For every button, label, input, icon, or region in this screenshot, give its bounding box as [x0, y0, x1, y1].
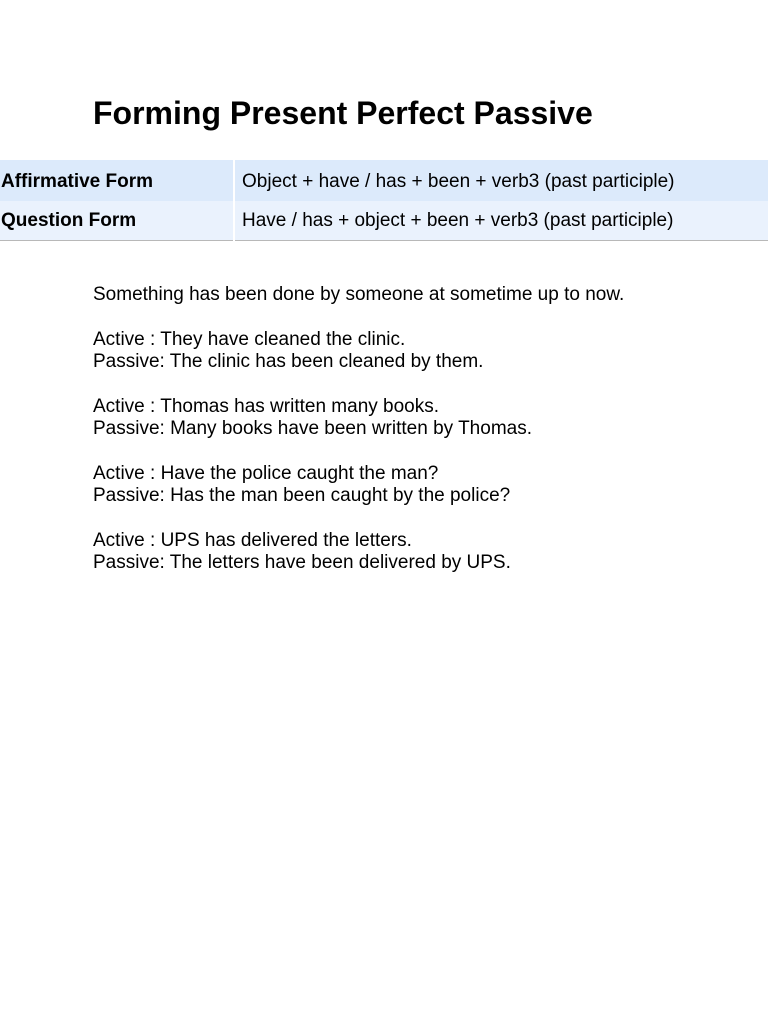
table-row-affirmative [0, 160, 768, 201]
forms-table [0, 160, 768, 241]
affirmative-form-formula: Object + have / has + been + verb3 (past participle) [234, 160, 768, 201]
example-1 [93, 329, 753, 374]
example-1-passive: Passive: The clinic has been cleaned by them. [93, 351, 484, 372]
example-3 [93, 463, 753, 508]
example-4-active: Active : UPS has delivered the letters. [93, 529, 412, 551]
example-3-active: Active : Have the police caught the man? [93, 462, 439, 484]
intro-text: Something has been done by someone at sometime up to now. [93, 284, 625, 305]
example-1-active: Active : They have cleaned the clinic. [93, 328, 406, 350]
example-2 [93, 396, 753, 441]
example-2-passive: Passive: Many books have been written by Thomas. [93, 418, 532, 439]
question-form-label: Question Form [0, 201, 234, 241]
example-2-active: Active : Thomas has written many books. [93, 395, 440, 417]
affirmative-form-label: Affirmative Form [0, 160, 234, 201]
example-4-passive: Passive: The letters have been delivered by UPS. [93, 552, 511, 573]
page-title: Forming Present Perfect Passive [93, 95, 593, 131]
example-4 [93, 530, 753, 575]
question-form-formula: Have / has + object + been + verb3 (past participle) [234, 201, 768, 241]
example-3-passive: Passive: Has the man been caught by the police? [93, 485, 511, 506]
body-content [93, 284, 753, 597]
table-row-question [0, 201, 768, 241]
